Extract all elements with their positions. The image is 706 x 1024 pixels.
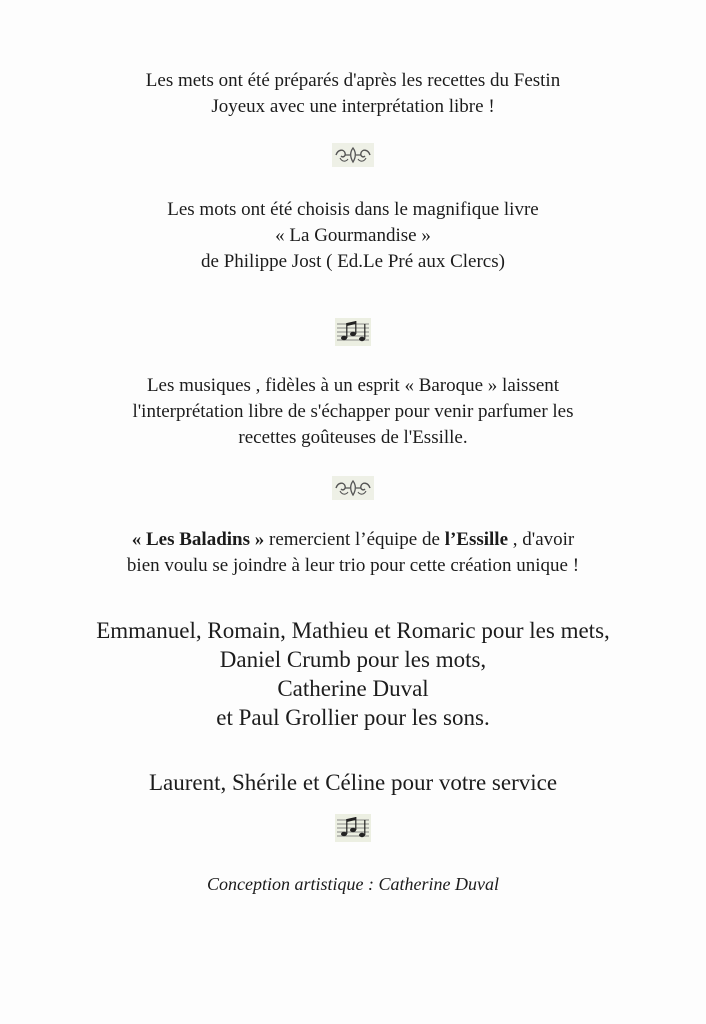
credits-line-2: Daniel Crumb pour les mots, — [219, 647, 487, 672]
thanks-text-a: remercient l’équipe de — [264, 529, 445, 550]
credits-block — [0, 616, 706, 732]
thanks-line-1 — [0, 527, 706, 553]
intro-paragraph — [0, 68, 706, 120]
credits-line-4: et Paul Grollier pour les sons. — [216, 705, 490, 730]
music-line-1: Les musiques , fidèles à un esprit « Baroque » laissent — [146, 375, 560, 396]
intro-line-1: Les mets ont été préparés d'après les recettes du Festin — [145, 70, 561, 91]
flourish-ornament-1 — [332, 143, 374, 167]
credits-line-3: Catherine Duval — [277, 676, 429, 701]
service-credits — [0, 768, 706, 797]
venue-name: l’Essille — [444, 529, 509, 550]
signature — [0, 874, 706, 895]
words-line-2: « La Gourmandise » — [275, 225, 431, 246]
words-line-3: de Philippe Jost ( Ed.Le Pré aux Clercs) — [201, 251, 505, 272]
intro-line-2: Joyeux avec une interprétation libre ! — [211, 96, 495, 117]
music-notes-ornament-2 — [335, 814, 371, 842]
signature-line: Conception artistique : Catherine Duval — [207, 874, 499, 894]
flourish-ornament-2 — [332, 476, 374, 500]
service-line: Laurent, Shérile et Céline pour votre service — [148, 770, 558, 795]
music-paragraph — [0, 373, 706, 451]
words-line-1: Les mots ont été choisis dans le magnifique livre — [167, 199, 539, 220]
credits-line-1: Emmanuel, Romain, Mathieu et Romaric pour les mets, — [96, 618, 610, 643]
group-name: « Les Baladins » — [131, 529, 265, 550]
thanks-line-2: bien voulu se joindre à leur trio pour cette création unique ! — [126, 555, 580, 576]
thanks-text-b: , d'avoir — [508, 529, 575, 550]
thanks-paragraph — [0, 527, 706, 579]
music-line-3: recettes goûteuses de l'Essille. — [238, 427, 468, 448]
music-line-2: l'interprétation libre de s'échapper pour venir parfumer les — [132, 401, 574, 422]
music-notes-ornament-1 — [335, 318, 371, 346]
words-paragraph — [0, 197, 706, 275]
